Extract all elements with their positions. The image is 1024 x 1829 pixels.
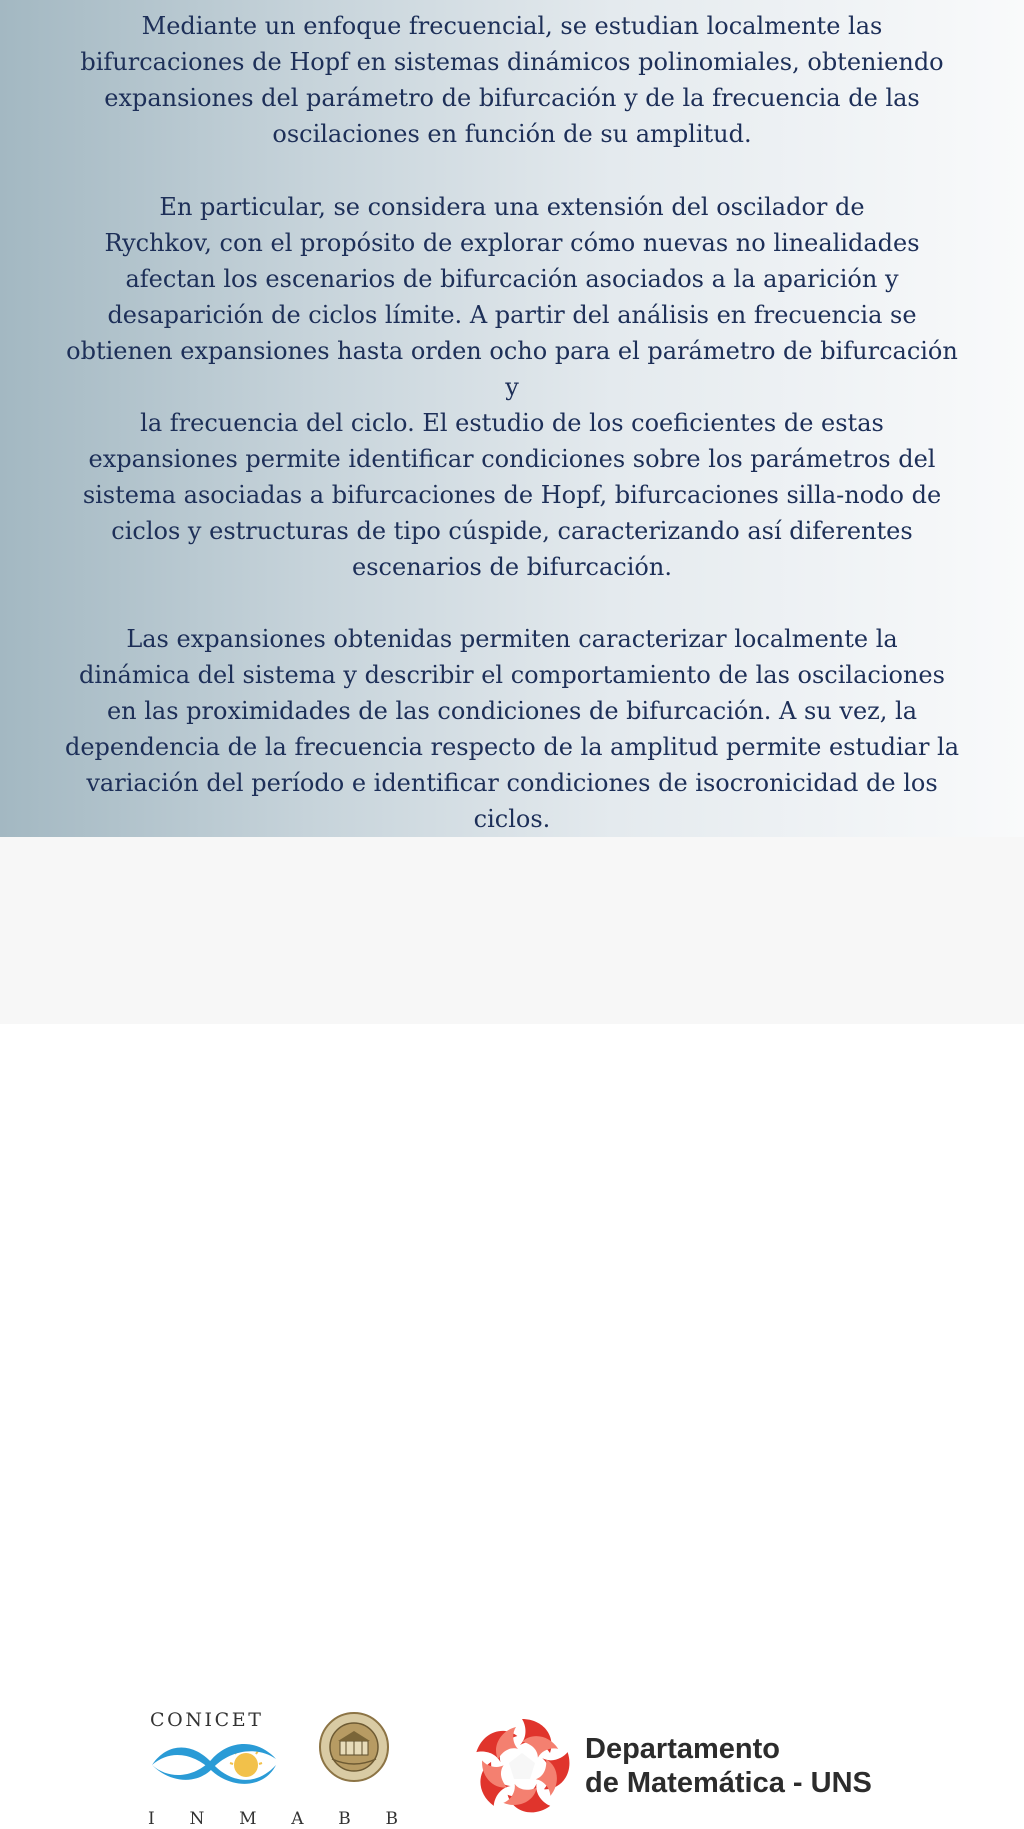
inmabb-label (148, 1809, 398, 1829)
abstract-paragraph-2 (20, 189, 1004, 585)
paragraph-line: expansiones permite identificar condiciones sobre los parámetros del (88, 445, 936, 473)
inmabb-letter: N (189, 1809, 205, 1829)
paragraph-line: afectan los escenarios de bifurcación asociados a la aparición y (125, 265, 899, 293)
paragraph-line: en las proximidades de las condiciones de bifurcación. A su vez, la (106, 697, 918, 725)
uns-math-logo-icon (470, 1715, 574, 1819)
paragraph-line: Rychkov, con el propósito de explorar cómo nuevas no linealidades (104, 229, 920, 257)
paragraph-line: obtienen expansiones hasta orden ocho para el parámetro de bifurcación (66, 337, 958, 365)
paragraph-line: ciclos y estructuras de tipo cúspide, caracterizando así diferentes (111, 517, 913, 545)
inmabb-letter: A (291, 1809, 304, 1829)
department-name-line-1: Departamento (585, 1733, 780, 1765)
paragraph-line: desaparición de ciclos límite. A partir del análisis en frecuencia se (107, 301, 917, 329)
conicet-infinity-icon (148, 1735, 280, 1793)
university-seal-icon (318, 1711, 390, 1783)
paragraph-line: dependencia de la frecuencia respecto de la amplitud permite estudiar la (64, 733, 960, 761)
paragraph-line: expansiones del parámetro de bifurcación y de la frecuencia de las (104, 84, 920, 112)
paragraph-line: ciclos. (473, 805, 551, 833)
inmabb-letter: B (338, 1809, 351, 1829)
department-name-line-2: de Matemática - UNS (585, 1767, 872, 1799)
abstract-panel (0, 0, 1024, 837)
conicet-label: CONICET (150, 1709, 264, 1731)
paragraph-line: la frecuencia del ciclo. El estudio de los coeficientes de estas (140, 409, 884, 437)
paragraph-line: dinámica del sistema y describir el comportamiento de las oscilaciones (79, 661, 945, 689)
inmabb-letter: B (385, 1809, 398, 1829)
paragraph-line: Mediante un enfoque frecuencial, se estudian localmente las (141, 12, 883, 40)
paragraph-line: escenarios de bifurcación. (352, 553, 672, 581)
paragraph-line: sistema asociadas a bifurcaciones de Hopf, bifurcaciones silla-nodo de (82, 481, 942, 509)
abstract-paragraph-3 (20, 621, 1004, 837)
paragraph-line: bifurcaciones de Hopf en sistemas dinámicos polinomiales, obteniendo (80, 48, 944, 76)
abstract-paragraph-1 (20, 8, 1004, 152)
paragraph-line: variación del período e identificar condiciones de isocronicidad de los (86, 769, 938, 797)
paragraph-line: y (505, 373, 519, 401)
inmabb-letter: M (239, 1809, 257, 1829)
paragraph-line: En particular, se considera una extensión del oscilador de (159, 193, 865, 221)
inmabb-letter: I (148, 1809, 155, 1829)
paragraph-line: oscilaciones en función de su amplitud. (272, 120, 752, 148)
logo-footer (0, 837, 1024, 1829)
paragraph-line: Las expansiones obtenidas permiten caracterizar localmente la (126, 625, 898, 653)
